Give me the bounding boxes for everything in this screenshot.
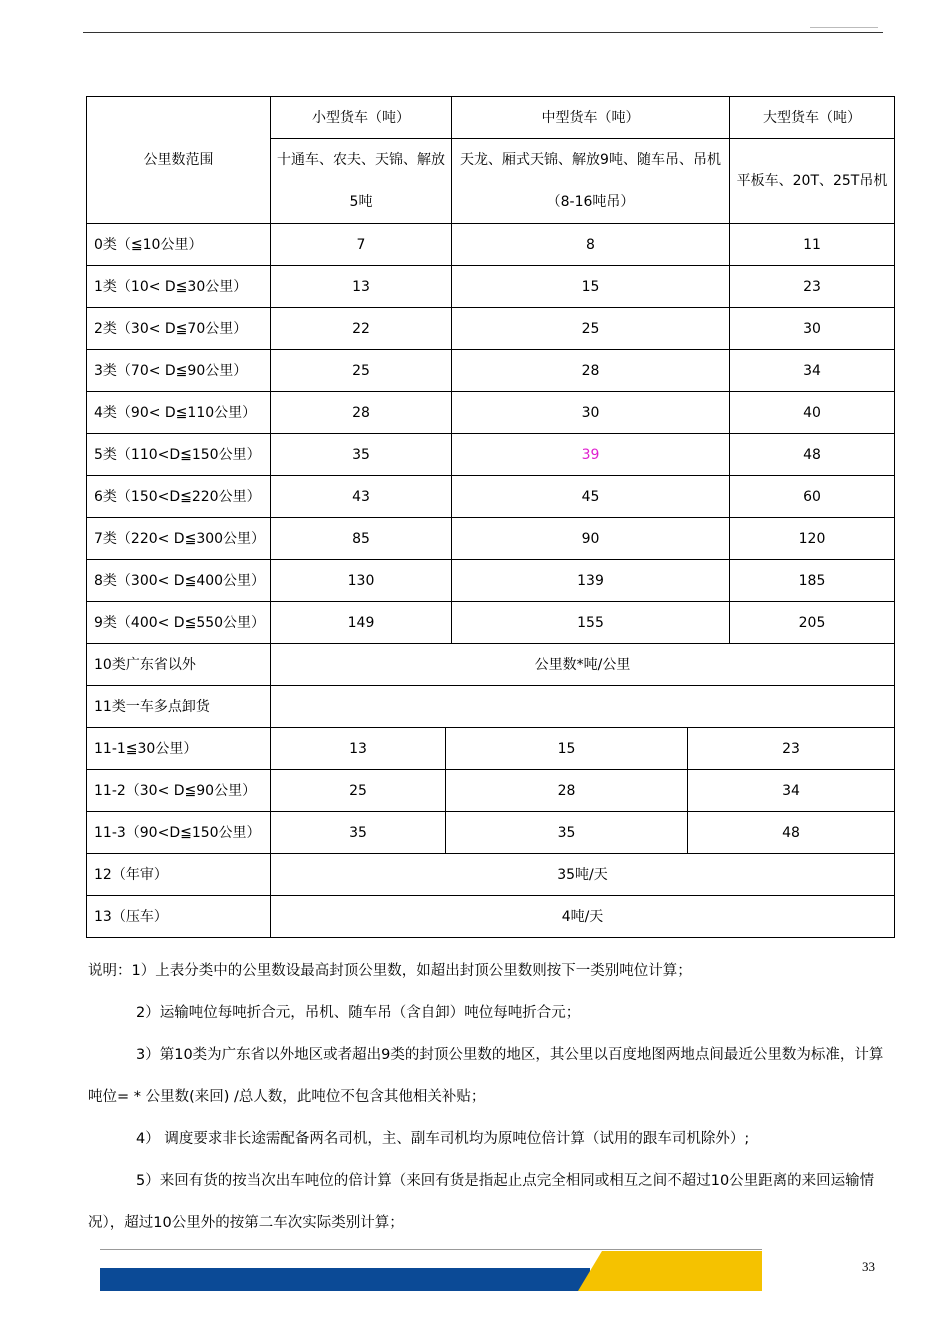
row-label: 4类（90< D≦110公里） [87, 392, 271, 434]
row-label: 6类（150<D≦220公里） [87, 476, 271, 518]
table-row [87, 434, 895, 476]
row-label: 9类（400< D≦550公里） [87, 602, 271, 644]
freight-rate-table [86, 96, 895, 938]
footer-banner [100, 1251, 762, 1291]
row-label: 2类（30< D≦70公里） [87, 308, 271, 350]
table-row [87, 224, 895, 266]
rate-cell: 45 [452, 476, 730, 518]
rate-cell: 130 [271, 560, 452, 602]
table-row [87, 266, 895, 308]
table-row-annual-review [87, 854, 895, 896]
table-row [87, 392, 895, 434]
table-row [87, 308, 895, 350]
rate-cell: 34 [730, 350, 895, 392]
page-number: 33 [862, 1259, 875, 1274]
range-header: 公里数范围 [87, 97, 271, 224]
row-label: 11类一车多点卸货 [87, 686, 271, 728]
rate-cell: 15 [445, 728, 687, 769]
row-label: 3类（70< D≦90公里） [87, 350, 271, 392]
table-row-multi-drop-sub [87, 770, 895, 812]
rate-cell: 28 [445, 770, 687, 811]
rate-cell: 15 [452, 266, 730, 308]
table-row [87, 518, 895, 560]
rate-cell: 11 [730, 224, 895, 266]
rate-cell: 205 [730, 602, 895, 644]
row-label: 8类（300< D≦400公里） [87, 560, 271, 602]
table-row [87, 350, 895, 392]
footer-blue-stripe [100, 1268, 590, 1291]
rate-cell: 35 [349, 824, 367, 841]
row-label: 11-2（30< D≦90公里） [87, 770, 271, 812]
row-label: 11-3（90<D≦150公里） [87, 812, 271, 854]
col-large-title: 大型货车（吨） [730, 97, 895, 139]
footer-yellow-stripe [578, 1251, 762, 1291]
rate-cell: 23 [730, 266, 895, 308]
rate-cell: 8 [452, 224, 730, 266]
rate-cell: 85 [271, 518, 452, 560]
rate-cell: 35 [271, 434, 452, 476]
rate-cell: 23 [687, 728, 894, 769]
col-medium-vehicles: 天龙、厢式天锦、解放9吨、随车吊、吊机（8-16吨吊） [452, 139, 730, 224]
rate-cell: 39 [452, 434, 730, 476]
rate-cell: 28 [271, 392, 452, 434]
notes-section [88, 950, 888, 1244]
table-row-multi-drop-sub [87, 812, 895, 854]
rate-cell: 60 [730, 476, 895, 518]
table-row [87, 602, 895, 644]
row-label: 1类（10< D≦30公里） [87, 266, 271, 308]
rate-cell: 30 [730, 308, 895, 350]
rate-cell: 120 [730, 518, 895, 560]
split-value-cells [271, 770, 895, 812]
split-value-cells [271, 728, 895, 770]
rate-cell: 185 [730, 560, 895, 602]
table-row [87, 560, 895, 602]
table-row-multi-drop [87, 686, 895, 728]
merged-value-cell: 35吨/天 [271, 854, 895, 896]
col-medium-title: 中型货车（吨） [452, 97, 730, 139]
table-row [87, 476, 895, 518]
row-label: 11-1≦30公里） [87, 728, 271, 770]
rate-cell: 30 [452, 392, 730, 434]
note-1: 说明：1）上表分类中的公里数设最高封顶公里数，如超出封顶公里数则按下一类别吨位计算； [88, 963, 692, 979]
rate-cell: 34 [687, 770, 894, 811]
table-row-outside-province [87, 644, 895, 686]
rate-cell: 40 [730, 392, 895, 434]
rate-cell: 48 [687, 812, 894, 853]
rate-cell: 155 [452, 602, 730, 644]
rate-cell: 25 [271, 350, 452, 392]
rate-cell: 25 [452, 308, 730, 350]
rate-cell: 43 [271, 476, 452, 518]
row-label: 13（压车） [87, 896, 271, 938]
split-value-cells [271, 812, 895, 854]
rate-cell: 28 [452, 350, 730, 392]
rate-cell: 13 [271, 266, 452, 308]
rate-cell: 35 [445, 812, 687, 853]
rate-cell: 139 [452, 560, 730, 602]
header-rule [83, 32, 883, 33]
col-large-vehicles: 平板车、20T、25T吊机 [730, 139, 895, 224]
rate-cell: 22 [271, 308, 452, 350]
rate-cell: 7 [271, 224, 452, 266]
table-row-multi-drop-sub [87, 728, 895, 770]
header-mark [810, 27, 878, 28]
note-4: 4） 调度要求非长途需配备两名司机，主、副车司机均为原吨位倍计算（试用的跟车司机除外）; [136, 1131, 750, 1147]
note-5: 5）来回有货的按当次出车吨位的倍计算（来回有货是指起止点完全相同或相互之间不超过10公里距离的来回运输情况），超过10公里外的按第二车次实际类别计算； [88, 1173, 875, 1231]
row-label: 0类（≦10公里） [87, 224, 271, 266]
rate-cell: 13 [349, 740, 367, 757]
row-label: 12（年审） [87, 854, 271, 896]
merged-value-cell: 公里数*吨/公里 [271, 644, 895, 686]
row-label: 10类广东省以外 [87, 644, 271, 686]
rate-cell: 149 [271, 602, 452, 644]
merged-value-cell [271, 686, 895, 728]
footer-rule [100, 1249, 762, 1250]
col-small-title: 小型货车（吨） [271, 97, 452, 139]
note-3: 3）第10类为广东省以外地区或者超出9类的封顶公里数的地区，其公里以百度地图两地点间最近公里数为标准，计算吨位= * 公里数(来回) /总人数，此吨位不包含其他相关补贴； [88, 1047, 884, 1105]
rate-cell: 25 [349, 782, 367, 799]
row-label: 5类（110<D≦150公里） [87, 434, 271, 476]
col-small-vehicles: 十通车、农夫、天锦、解放5吨 [271, 139, 452, 224]
table-row-waiting [87, 896, 895, 938]
row-label: 7类（220< D≦300公里） [87, 518, 271, 560]
rate-cell: 90 [452, 518, 730, 560]
merged-value-cell: 4吨/天 [271, 896, 895, 938]
note-2: 2）运输吨位每吨折合元，吊机、随车吊（含自卸）吨位每吨折合元； [136, 1005, 581, 1021]
table-header-row [87, 97, 895, 139]
rate-cell: 48 [730, 434, 895, 476]
